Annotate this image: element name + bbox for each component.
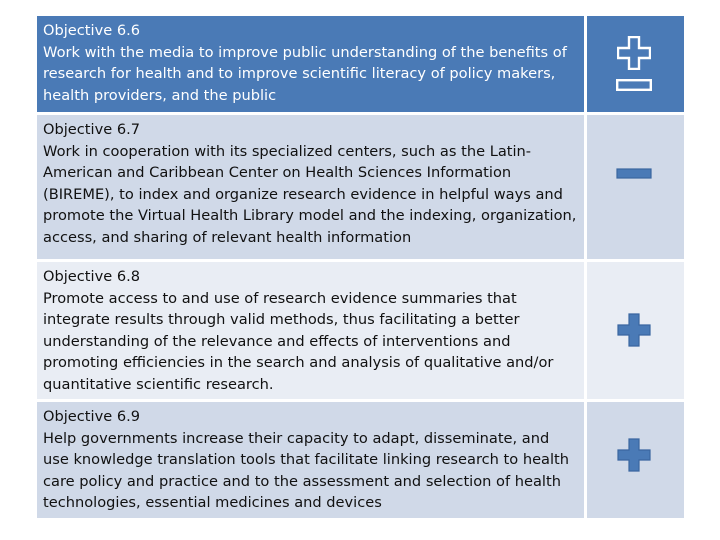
objective-text-cell bbox=[37, 16, 587, 112]
rating-cell bbox=[587, 115, 684, 259]
minus-icon bbox=[616, 79, 652, 91]
rating-cell bbox=[587, 16, 684, 112]
plus-icon bbox=[617, 313, 651, 347]
plus-icon bbox=[617, 438, 651, 472]
plus-icon bbox=[617, 36, 651, 70]
minus-icon bbox=[616, 168, 652, 180]
objective-text-cell bbox=[37, 262, 587, 399]
objective-title: Objective 6.7 bbox=[43, 121, 141, 138]
objective-row bbox=[37, 402, 684, 518]
objective-row bbox=[37, 16, 684, 115]
objective-description: Work with the media to improve public understanding of the benefits of research for health and to improve scientific literacy of policy makers, health providers, and the public bbox=[43, 43, 567, 104]
rating-cell bbox=[587, 262, 684, 399]
objective-row bbox=[37, 115, 684, 262]
objective-description: Promote access to and use of research evidence summaries that integrate results through valid methods, thus facilitating a better understanding of the relevance and effects of interventions and promoting efficiencies in the search and analysis of qualitative and/or quantitative scientific research. bbox=[43, 289, 554, 393]
objective-description: Help governments increase their capacity to adapt, disseminate, and use knowledge translation tools that facilitate linking research to health care policy and practice and to the assessment and selection of health technologies, essential medicines and devices bbox=[43, 429, 570, 511]
objective-text-cell bbox=[37, 115, 587, 259]
objective-title: Objective 6.6 bbox=[43, 22, 141, 39]
objective-description: Work in cooperation with its specialized centers, such as the Latin-American and Caribbean Center on Health Sciences Information (BIREME), to index and organize research evidence in helpful ways and promote the Virtual Health Library model and the indexing, organization, access, and sharing of relevant health information bbox=[43, 142, 577, 246]
objective-title: Objective 6.8 bbox=[43, 268, 141, 285]
objective-title: Objective 6.9 bbox=[43, 408, 141, 425]
rating-cell bbox=[587, 402, 684, 518]
objective-row bbox=[37, 262, 684, 402]
objectives-table bbox=[37, 16, 684, 518]
objective-text-cell bbox=[37, 402, 587, 518]
